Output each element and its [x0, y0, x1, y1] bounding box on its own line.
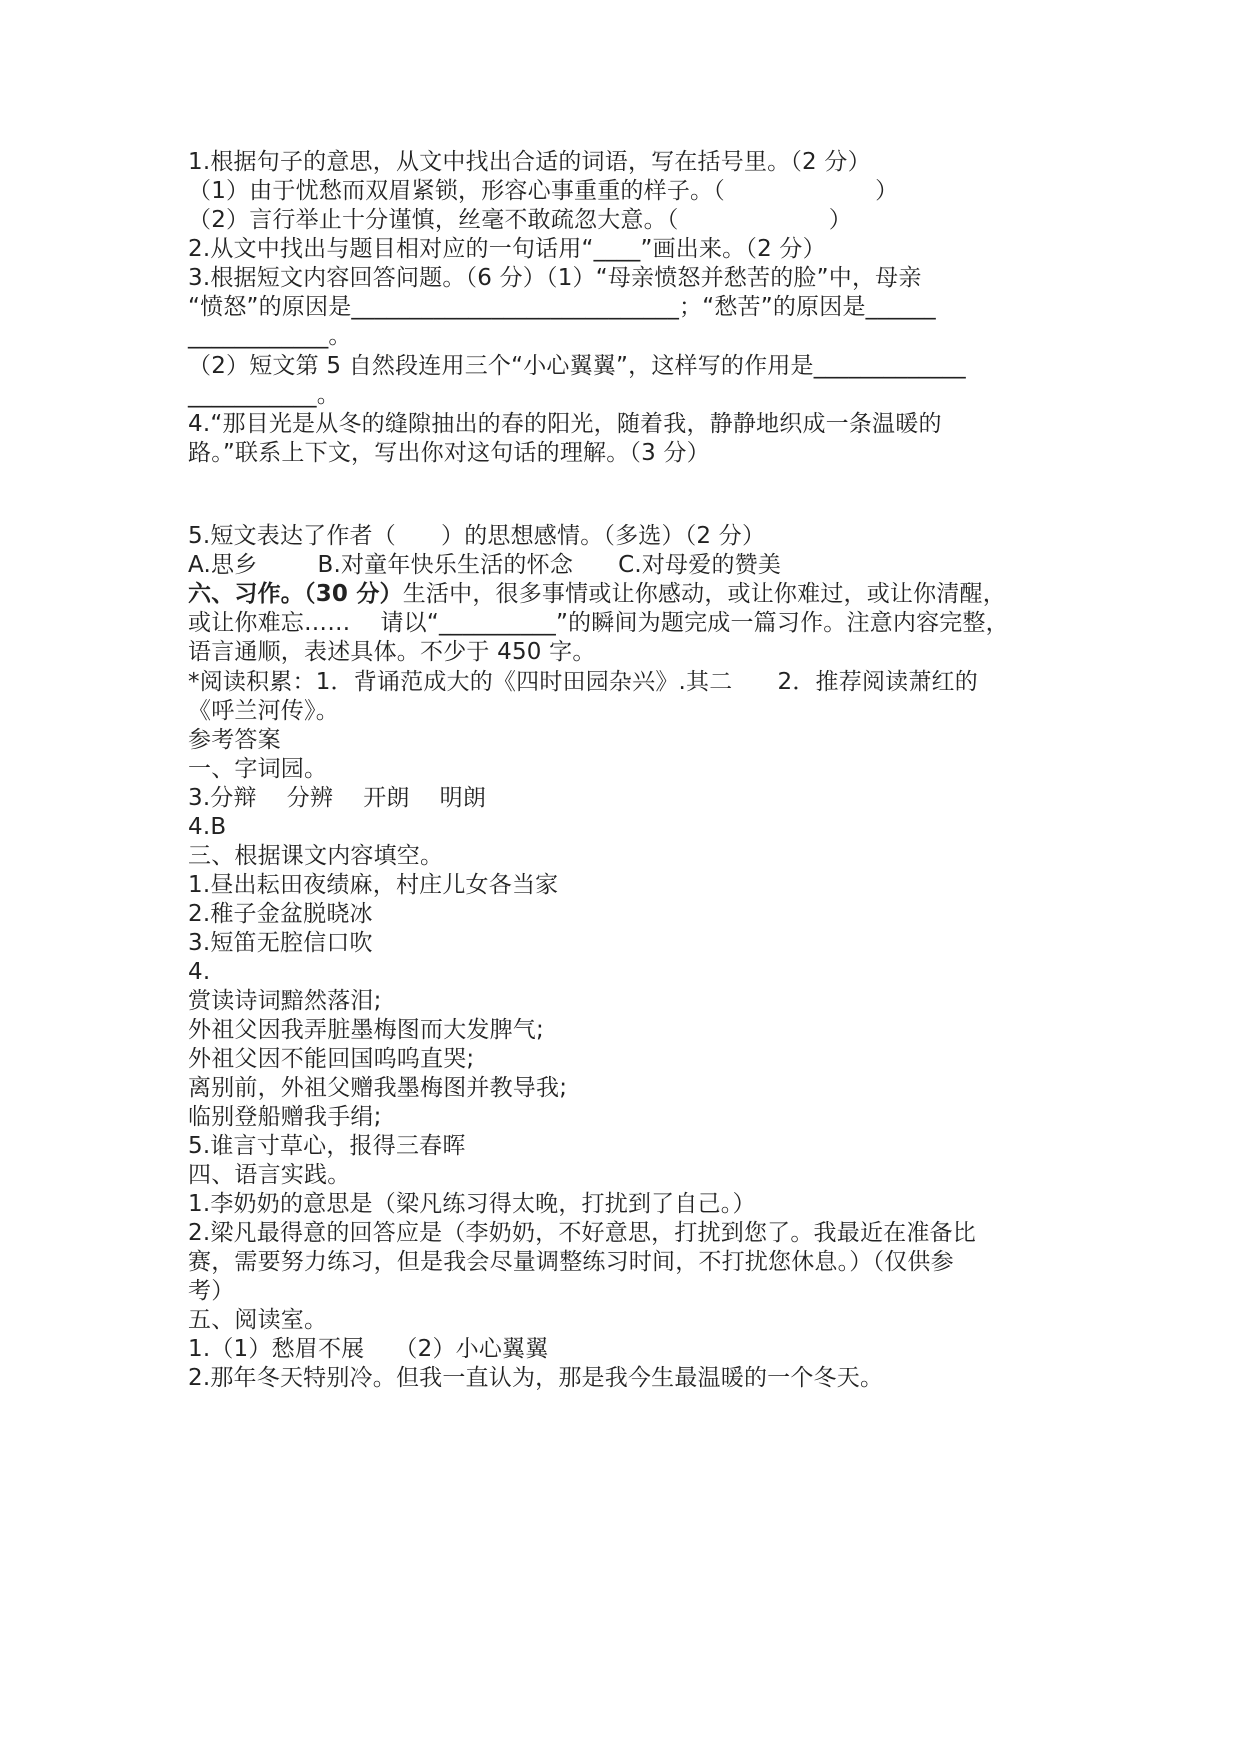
answer-line: 4.B [188, 814, 227, 840]
q5-stem: 5.短文表达了作者（ ）的思想感情。（多选）（2 分） [188, 523, 766, 549]
answers-section5: 五、阅读室。 [188, 1307, 328, 1333]
answer-line: 1.昼出耘田夜绩麻，村庄儿女各当家 [188, 872, 559, 898]
q3-sub2-line2: ___________。 [188, 382, 340, 408]
section6-line1 [188, 578, 1006, 610]
q5-options: A.思乡 B.对童年快乐生活的怀念 C.对母爱的赞美 [188, 552, 782, 578]
answer-line: 临别登船赠我手绢; [188, 1104, 382, 1130]
answers-title: 参考答案 [188, 727, 281, 753]
q3-line3: ____________。 [188, 323, 352, 349]
answer-line: 赏读诗词黯然落泪; [188, 988, 382, 1014]
answers-section1: 一、字词园。 [188, 756, 328, 782]
q1-sub1: （1）由于忧愁而双眉紧锁，形容心事重重的样子。（ ） [188, 178, 899, 204]
section6-heading: 六、习作。（30 分） [188, 581, 403, 607]
q1-stem: 1.根据句子的意思，从文中找出合适的词语，写在括号里。（2 分） [188, 149, 871, 175]
answer-line: 3.分辩 分辨 开朗 明朗 [188, 785, 487, 811]
answer-line: 2.梁凡最得意的回答应是（李奶奶，不好意思，打扰到您了。我最近在准备比 [188, 1220, 976, 1246]
answer-line: 外祖父因我弄脏墨梅图而大发脾气; [188, 1017, 544, 1043]
answer-line: 2.那年冬天特别冷。但我一直认为，那是我今生最温暖的一个冬天。 [188, 1365, 884, 1391]
answer-line: 2.稚子金盆脱晓冰 [188, 901, 373, 927]
section6-line1-text: 生活中，很多事情或让你感动，或让你难过，或让你清醒， [402, 581, 1006, 607]
answer-line: 1.（1）愁眉不展 （2）小心翼翼 [188, 1336, 549, 1362]
answers-section3: 三、根据课文内容填空。 [188, 843, 444, 869]
answer-line: 考） [188, 1278, 235, 1304]
q3-line2: “愤怒”的原因是____________________________；“愁苦”的原因是______ [188, 294, 936, 320]
answer-line: 外祖父因不能回国呜呜直哭; [188, 1046, 475, 1072]
q1-sub2: （2）言行举止十分谨慎，丝毫不敢疏忽大意。（ ） [188, 207, 852, 233]
q3-stem: 3.根据短文内容回答问题。（6 分）（1）“母亲愤怒并愁苦的脸”中，母亲 [188, 265, 922, 291]
q2-stem: 2.从文中找出与题目相对应的一句话用“____”画出来。（2 分） [188, 236, 826, 262]
reading-accumulation-line2: 《呼兰河传》。 [188, 698, 339, 724]
answers-section4: 四、语言实践。 [188, 1162, 351, 1188]
q3-sub2: （2）短文第 5 自然段连用三个“小心翼翼”，这样写的作用是_____________ [188, 353, 966, 379]
reading-accumulation: *阅读积累：1．背诵范成大的《四时田园杂兴》.其二 2．推荐阅读萧红的 [188, 669, 978, 695]
answer-line: 4. [188, 959, 211, 985]
q4-line2: 路。”联系上下文，写出你对这句话的理解。（3 分） [188, 440, 710, 466]
q4-stem: 4.“那目光是从冬的缝隙抽出的春的阳光，随着我，静静地织成一条温暖的 [188, 411, 942, 437]
answer-line: 赛，需要努力练习，但是我会尽量调整练习时间，不打扰您休息。）（仅供参 [188, 1249, 954, 1275]
answer-line: 3.短笛无腔信口吹 [188, 930, 373, 956]
section6-line3: 语言通顺，表述具体。不少于 450 字。 [188, 639, 596, 665]
answer-line: 1.李奶奶的意思是（梁凡练习得太晚，打扰到了自己。） [188, 1191, 756, 1217]
section6-line2: 或让你难忘…… 请以“__________”的瞬间为题完成一篇习作。注意内容完整， [188, 610, 1009, 636]
answer-line: 离别前，外祖父赠我墨梅图并教导我; [188, 1075, 568, 1101]
answer-line: 5.谁言寸草心，报得三春晖 [188, 1133, 466, 1159]
